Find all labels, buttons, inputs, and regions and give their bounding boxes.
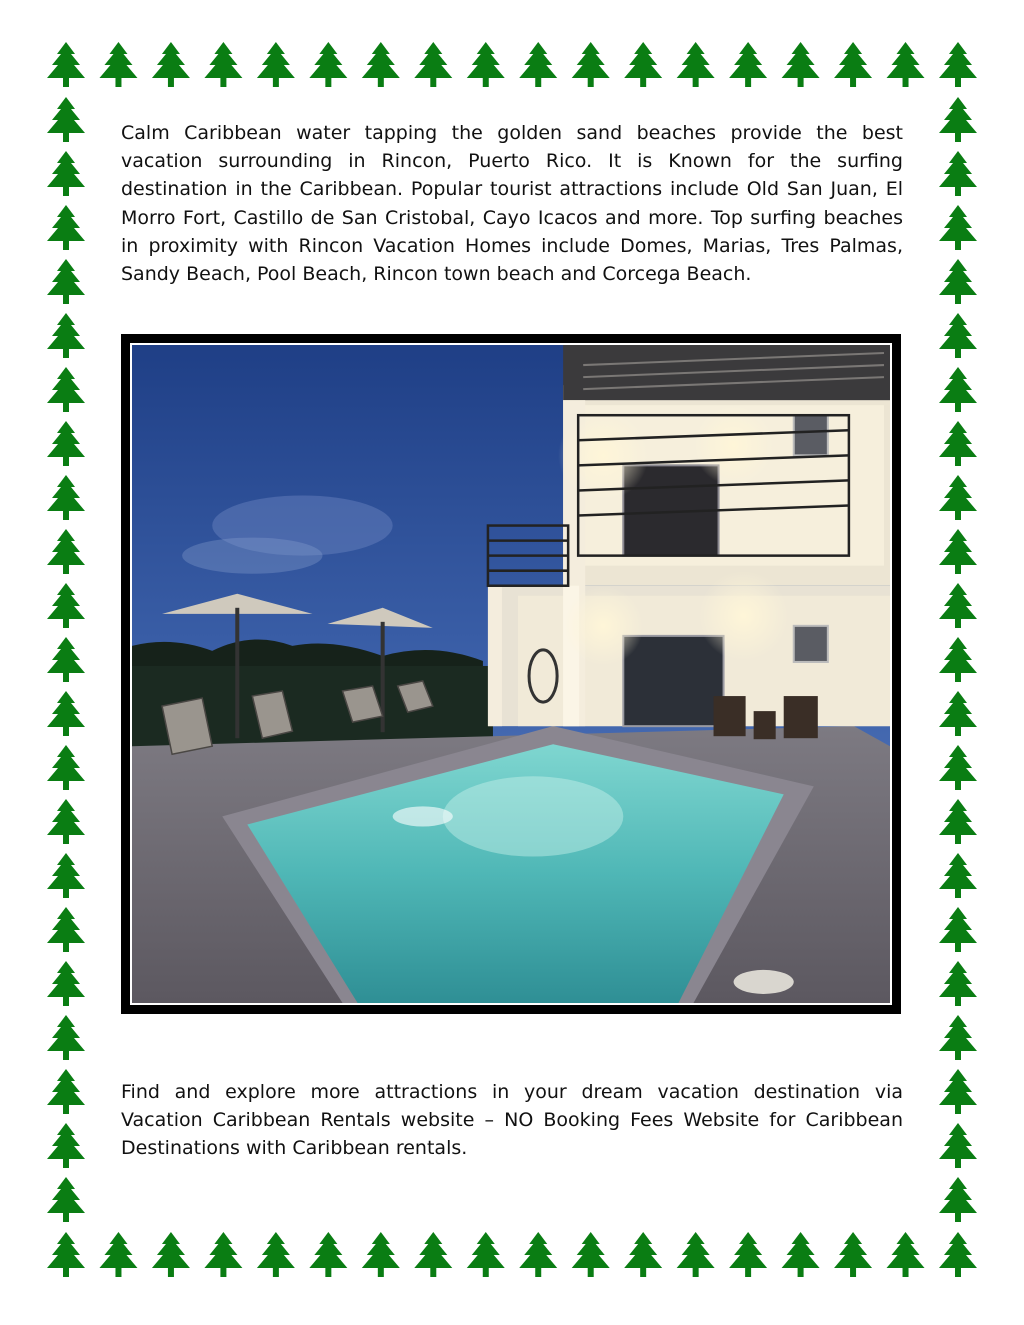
christmas-tree-icon (782, 42, 820, 87)
christmas-tree-icon (47, 1232, 85, 1277)
christmas-tree-icon (47, 1177, 85, 1222)
christmas-tree-icon (782, 1232, 820, 1277)
christmas-tree-icon (204, 42, 242, 87)
christmas-tree-icon (309, 42, 347, 87)
christmas-tree-icon (519, 42, 557, 87)
christmas-tree-icon (939, 421, 977, 466)
christmas-tree-icon (939, 1177, 977, 1222)
christmas-tree-icon (257, 42, 295, 87)
christmas-tree-icon (47, 583, 85, 628)
christmas-tree-icon (939, 97, 977, 142)
christmas-tree-icon (47, 97, 85, 142)
christmas-tree-icon (939, 853, 977, 898)
christmas-tree-icon (939, 205, 977, 250)
christmas-tree-icon (939, 583, 977, 628)
christmas-tree-icon (47, 745, 85, 790)
christmas-tree-icon (939, 259, 977, 304)
christmas-tree-icon (152, 42, 190, 87)
christmas-tree-icon (939, 475, 977, 520)
villa-pool-photo (130, 343, 892, 1005)
christmas-tree-icon (677, 1232, 715, 1277)
christmas-tree-icon (47, 799, 85, 844)
christmas-tree-icon (939, 745, 977, 790)
christmas-tree-icon (467, 1232, 505, 1277)
christmas-tree-icon (362, 42, 400, 87)
christmas-tree-icon (414, 1232, 452, 1277)
christmas-tree-icon (939, 151, 977, 196)
christmas-tree-icon (47, 529, 85, 574)
christmas-tree-icon (309, 1232, 347, 1277)
christmas-tree-icon (624, 42, 662, 87)
christmas-tree-icon (47, 421, 85, 466)
christmas-tree-icon (99, 42, 137, 87)
christmas-tree-icon (887, 42, 925, 87)
christmas-tree-icon (939, 313, 977, 358)
christmas-tree-icon (834, 42, 872, 87)
christmas-tree-icon (939, 367, 977, 412)
christmas-tree-icon (572, 1232, 610, 1277)
christmas-tree-icon (47, 1123, 85, 1168)
christmas-tree-icon (47, 907, 85, 952)
christmas-tree-icon (47, 961, 85, 1006)
christmas-tree-icon (47, 205, 85, 250)
christmas-tree-icon (939, 1232, 977, 1277)
christmas-tree-icon (414, 42, 452, 87)
christmas-tree-icon (834, 1232, 872, 1277)
christmas-tree-icon (47, 42, 85, 87)
christmas-tree-icon (677, 42, 715, 87)
christmas-tree-icon (939, 907, 977, 952)
christmas-tree-icon (939, 1015, 977, 1060)
christmas-tree-icon (939, 42, 977, 87)
christmas-tree-icon (47, 1069, 85, 1114)
closing-paragraph: Find and explore more attractions in your dream vacation destination via Vacation Caribbean Rentals website – NO Booking Fees Website for Caribbean Destinations with Caribbean rentals. (121, 1081, 903, 1160)
christmas-tree-icon (939, 637, 977, 682)
christmas-tree-icon (939, 961, 977, 1006)
christmas-tree-icon (47, 151, 85, 196)
christmas-tree-icon (47, 853, 85, 898)
christmas-tree-icon (362, 1232, 400, 1277)
christmas-tree-icon (467, 42, 505, 87)
christmas-tree-icon (939, 691, 977, 736)
christmas-tree-icon (939, 529, 977, 574)
christmas-tree-icon (47, 475, 85, 520)
christmas-tree-icon (939, 1069, 977, 1114)
christmas-tree-icon (939, 799, 977, 844)
christmas-tree-icon (572, 42, 610, 87)
christmas-tree-icon (624, 1232, 662, 1277)
christmas-tree-icon (47, 313, 85, 358)
christmas-tree-icon (47, 637, 85, 682)
christmas-tree-icon (519, 1232, 557, 1277)
christmas-tree-icon (152, 1232, 190, 1277)
christmas-tree-icon (99, 1232, 137, 1277)
christmas-tree-icon (47, 259, 85, 304)
villa-photo-frame (121, 334, 901, 1014)
christmas-tree-icon (729, 42, 767, 87)
christmas-tree-icon (257, 1232, 295, 1277)
christmas-tree-icon (204, 1232, 242, 1277)
christmas-tree-icon (47, 691, 85, 736)
christmas-tree-icon (939, 1123, 977, 1168)
christmas-tree-icon (47, 1015, 85, 1060)
christmas-tree-icon (887, 1232, 925, 1277)
christmas-tree-icon (47, 367, 85, 412)
christmas-tree-icon (729, 1232, 767, 1277)
intro-paragraph: Calm Caribbean water tapping the golden sand beaches provide the best vacation surrounding in Rincon, Puerto Rico. It is Known for the surfing destination in the Caribbean. Popular tourist attractions include Old San Juan, El Morro Fort, Castillo de San Cristobal, Cayo Icacos and more. Top surfing beaches in proximity with Rincon Vacation Homes include Domes, Marias, Tres Palmas, Sandy Beach, Pool Beach, Rincon town beach and Corcega Beach. (121, 122, 903, 286)
